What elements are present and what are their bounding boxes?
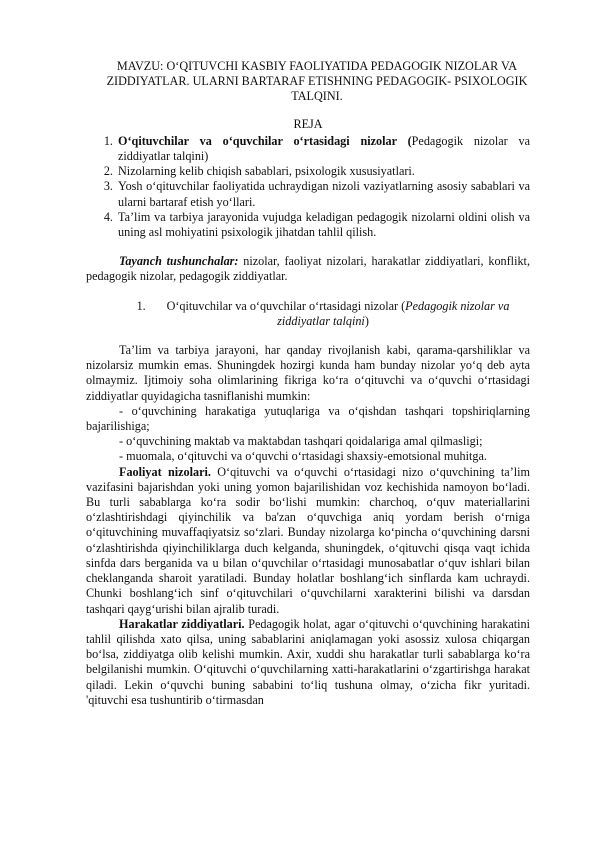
- section-heading: [86, 299, 530, 329]
- body-list-item: - muomala, o‘qituvchi va o‘quvchi o‘rtasidagi shaxsiy-emotsional muhitga.: [119, 449, 487, 464]
- document-title: MAVZU: O‘QITUVCHI KASBIY FAOLIYATIDA PEDAGOGIK NIZOLAR VA ZIDDIYATLAR. ULARNI BARTARAF ETISHNING PEDAGOGIK- PSIXOLOGIK TALQINI.: [106, 59, 528, 104]
- paragraph-text: Pedagogik holat, agar o‘qituvchi o‘quvchining harakatini tahlil qilishda xato qilsa, uning sabablarini aniqlamagan yoki asossiz xulosa chiqargan bo‘lsa, ziddiyatga olib kelishi mumkin. Axir, xuddi shu harakatlar turli sabablarga ko‘ra belgilanishi mumkin. O‘qituvchi o‘quvchilarning xatti-harakatlarini o‘zgartirishga harakat qiladi. Lekin o‘quvchi buning sababini to‘liq tushuna olmay, o‘zicha fikr yuritadi. 'qituvchi esa tushuntirib o‘tirmasdan: [86, 616, 530, 707]
- document-content: [86, 59, 530, 708]
- key-concepts-text: nizolar, faoliyat nizolari, harakatlar ziddiyatlari, konflikt, pedagogik nizolar, pedagogik ziddiyatlar.: [86, 254, 530, 284]
- section-heading-text: O‘qituvchilar va o‘quvchilar o‘rtasidagi nizolar (: [166, 298, 406, 313]
- body-paragraph: Ta’lim va tarbiya jarayoni, har qanday rivojlanish kabi, qarama-qarshiliklar va nizolarsiz mumkin emas. Shuningdek hozirgi kunda ham bunday nizolar yo‘q deb ayta olmaymiz. Ijtimoiy soha olimlarining fikriga ko‘ra o‘qituvchi va o‘quvchi o‘rtasidagi ziddiyatlar quyidagicha tasniflanishi mumkin:: [86, 343, 530, 403]
- plan-item-text: Nizolarning kelib chiqish sabablari, psixologik xususiyatlari.: [118, 164, 415, 179]
- body-paragraph: [86, 617, 530, 708]
- plan-list: [86, 134, 530, 240]
- body-list-item: - o‘quvchining harakatiga yutuqlariga va o‘qishdan tashqari topshiriqlarning bajarilishiga;: [86, 403, 530, 434]
- key-concepts-paragraph: [86, 254, 530, 284]
- section-heading-italic: Pedagogik nizolar va ziddiyatlar talqini: [277, 298, 510, 328]
- plan-item-text: Ta’lim va tarbiya jarayonida vujudga keladigan pedagogik nizolarni oldini olish va uning asl mohiyatini psixologik jihatdan tahlil qilish.: [118, 209, 530, 240]
- body-paragraph: [86, 465, 530, 617]
- section-heading-close: ): [364, 313, 369, 328]
- plan-item: [116, 164, 530, 179]
- section-number: 1.: [136, 298, 146, 313]
- paragraph-label: Faoliyat nizolari.: [119, 464, 211, 479]
- paragraph-label: Harakatlar ziddiyatlari.: [119, 616, 245, 631]
- body-list-item: - o‘quvchining maktab va maktabdan tashqari qoidalariga amal qilmasligi;: [119, 434, 483, 449]
- key-concepts-label: Tayanch tushunchalar:: [119, 254, 239, 269]
- plan-item-text: Yosh o‘qituvchilar faoliyatida uchraydigan nizoli vaziyatlarning asosiy sabablari va ularni bartaraf etish yo‘llari.: [118, 179, 530, 209]
- plan-item: [116, 210, 530, 240]
- plan-item: [116, 179, 530, 209]
- plan-item-text: Pedagogik nizolar va ziddiyatlar talqini): [118, 133, 531, 164]
- plan-item: [116, 134, 530, 164]
- paragraph-text: O‘qituvchi va o‘quvchi o‘rtasidagi nizo o‘quvchining ta’lim vazifasini bajarishdan yoki uning yomon bajarilishidan voz kechishida namoyon bo‘ladi. Bu turli sabablarga ko‘ra sodir bo‘lishi mumkin: charchoq, o‘quv materiallarini o‘zlashtirishdagi qiyinchilik va ba'zan o‘quvchiga aniq yordam berish o‘rniga o‘qituvchining muvaffaqiyatsiz so‘zlari. Bunday nizolarga ko‘pincha o‘quvchining darsni o‘zlashtirishda qiyinchiliklarga duch kelganda, shuningdek, o‘qituvchi qisqa vaqt ichida sinfda dars berganida va u bilan o‘quvchilar o‘rtasidagi munosabatlar o‘quv ishlari bilan cheklanganda sharoit yaratiladi. Bunday holatlar boshlang‘ich sinflarda kam uchraydi. Chunki boshlang‘ich sinf o‘qituvchilari o‘quvchilarni xarakterini bilishi va darsdan tashqari qayg‘urishi bilan ajralib turadi.: [86, 464, 531, 616]
- plan-item-bold: O‘qituvchilar va o‘quvchilar o‘rtasidagi nizolar (: [118, 133, 412, 148]
- plan-heading: REJA: [293, 116, 323, 131]
